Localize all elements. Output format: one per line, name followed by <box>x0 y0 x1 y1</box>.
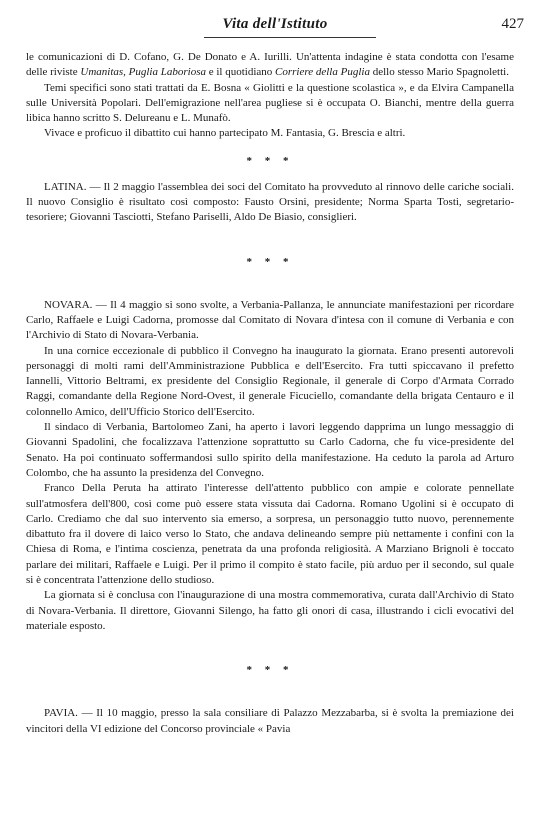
paragraph-latina: LATINA. — Il 2 maggio l'assemblea dei soci del Comitato ha provveduto al rinnovo delle cariche sociali. Il nuovo Consiglio è risultato così composto: Fausto Orsini, presidente; Norma Sparta Tosti, segretario-tesoriere; Giovanni Tasciotti, Stefano Pariselli, Aldo De Biasio, consiglieri. <box>26 180 514 224</box>
header-rule <box>204 37 376 38</box>
paragraph-temi: Temi specifici sono stati trattati da E. Bosna « Giolitti e la questione scolastica », e da Elvira Campanella sulle Università Popolari. Dell'emigrazione nell'area pugliese si è occupata O. Bianchi, mentre della guerra libica hanno scritto S. Delureanu e L. Munafò. <box>26 81 514 125</box>
section-separator: * * * <box>246 154 294 167</box>
paragraph-novara-mostra: La giornata si è conclusa con l'inaugurazione di una mostra commemorativa, curata dall'Archivio di Stato di Novara-Verbania. Il direttore, Giovanni Silengo, ha fatto gli onori di casa, illustrando i cicli evocativi del materiale esposto. <box>26 589 514 632</box>
running-header <box>24 16 526 40</box>
paragraph-novara-intro: NOVARA. — Il 4 maggio si sono svolte, a Verbania-Pallanza, le annunciate manifestazioni per ricordare Carlo, Raffaele e Luigi Cadorna, promosse dal Comitato di Novara d'intesa con il comune di Verbania e con l'Archivio di Stato di Novara-Verbania. <box>26 298 514 342</box>
running-title: Vita dell'Istituto <box>222 16 328 32</box>
page-number: 427 <box>501 16 524 32</box>
article-body <box>26 50 514 737</box>
paragraph-novara-relatori: Franco Della Peruta ha attirato l'interesse dell'attento pubblico con ampie e colorate pennellate sull'atmosfera dell'800, così come può essere stata vissuta dai Cadorna. Romano Ugolini si è occupato di Carlo. Crediamo che dal suo intervento sia emerso, a sorpresa, un personaggio tutto nuovo, perennemente dibattuto fra il dovere di laico verso lo Stato, che andava delineando sempre più nettamente i confini con la Chiesa di Roma, e l'intima coscienza, penetrata da una profonda religiosità. A Marziano Brignoli è toccato parlare dei militari, Raffaele e Luigi. Per il primo il compito è stato facile, più arduo per il secondo, sul quale si è concentrata l'attenzione dello studioso. <box>26 482 514 587</box>
paragraph-pavia: PAVIA. — Il 10 maggio, presso la sala consiliare di Palazzo Mezzabarba, si è svolta la premiazione dei vincitori della VI edizione del Concorso provinciale « Pavia <box>26 707 514 735</box>
paragraph-novara-convegno: In una cornice eccezionale di pubblico il Convegno ha inaugurato la giornata. Erano presenti autorevoli personaggi di molti rami dell'Amministrazione Pubblica e dell'Esercito. Fra tutti spiccavano il prefetto Iannelli, Vittorio Beltrami, ex presidente del Consiglio Regionale, il generale di Corpo d'Armata Corrado Raggi, comandante della Regione Nord-Ovest, il generale Ficuciello, comandante della brigata Centauro e il colonnello Amico, dell'Ufficio Storico dell'Esercito. <box>26 344 514 418</box>
paragraph-continuation: le comunicazioni di D. Cofano, G. De Donato e A. Iurilli. Un'attenta indagine è stata condotta con l'esame delle riviste Umanitas, Puglia Laboriosa e il quotidiano Corriere della Puglia dello stesso Mario Spagnoletti. <box>26 51 514 79</box>
paragraph-dibattito: Vivace e proficuo il dibattito cui hanno partecipato M. Fantasia, G. Brescia e altri. <box>44 127 406 140</box>
section-separator: * * * <box>246 664 294 677</box>
paragraph-novara-sindaco: Il sindaco di Verbania, Bartolomeo Zani, ha aperto i lavori leggendo dapprima un lungo messaggio di Giovanni Spadolini, che focalizzava l'attenzione soprattutto su Carlo Cadorna, che fu vice-presidente del Senato. Ha poi continuato soffermandosi sullo spirito della manifestazione. Ha ceduto la parola ad Arturo Colombo, che ha assunto la presidenza del Convegno. <box>26 421 514 479</box>
section-separator: * * * <box>246 255 294 268</box>
